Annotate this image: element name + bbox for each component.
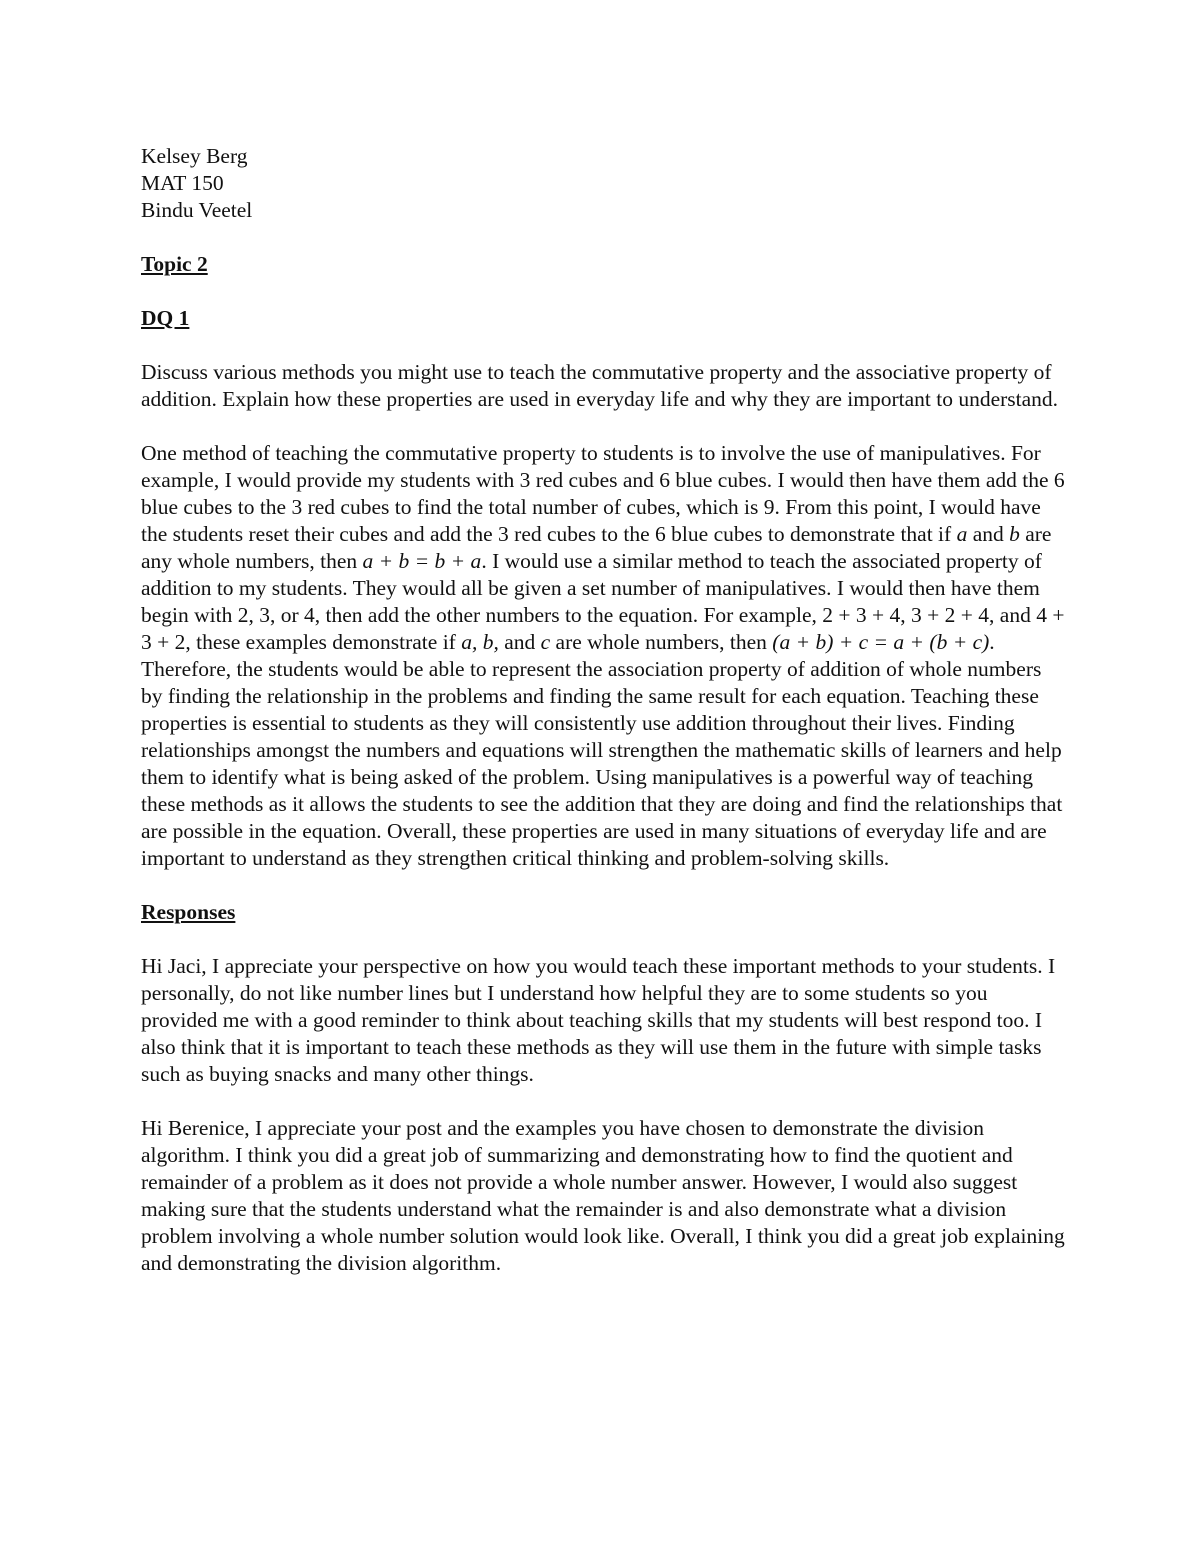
associative-expression: (a + b) + c = a + (b + c) bbox=[772, 630, 990, 654]
response-paragraph: Hi Berenice, I appreciate your post and the examples you have chosen to demonstrate the division algorithm. I think you did a great job of summarizing and demonstrating how to find the quotient and remainder of a problem as it does not provide a whole number answer. However, I would also suggest making sure that the students understand what the remainder is and also demonstrate what a division problem involving a whole number solution would look like. Overall, I think you did a great job explaining and demonstrating the division algorithm. bbox=[141, 1116, 1065, 1275]
topic-heading: Topic 2 bbox=[141, 252, 208, 276]
answer-paragraph bbox=[141, 440, 1066, 872]
course-code: MAT 150 bbox=[141, 171, 224, 195]
instructor-name: Bindu Veetel bbox=[141, 198, 253, 222]
response-paragraph: Hi Jaci, I appreciate your perspective on how you would teach these important methods to your students. I personally, do not like number lines but I understand how helpful they are to some students so you provided me with a good reminder to think about teaching skills that my students will best respond too. I also think that it is important to teach these methods as they will use them in the future with simple tasks such as buying snacks and many other things. bbox=[141, 954, 1056, 1086]
math-vars-abc: a, b, bbox=[461, 630, 499, 654]
math-var-b: b bbox=[1009, 522, 1020, 546]
answer-text-4: are whole numbers, then bbox=[550, 630, 773, 654]
commutative-expression: a + b = b + a bbox=[362, 549, 482, 573]
answer-text-and: and bbox=[967, 522, 1010, 546]
answer-text-and-c: and bbox=[498, 630, 541, 654]
answer-text-3: . I would use a similar method to teach the associated property of addition to my students. They would all be given a set number of manipulatives. I would then have them begin with 2, 3, or 4, then add the other numbers to the equation. For example, 2 + 3 + 4, 3 + 2 + 4, and 4 + 3 + 2, these examples demonstrate if bbox=[141, 549, 1065, 654]
question-paragraph: Discuss various methods you might use to teach the commutative property and the associative property of addition. Explain how these properties are used in everyday life and why they are important to understand. bbox=[141, 360, 1059, 411]
responses-heading: Responses bbox=[141, 900, 236, 924]
answer-text-1: One method of teaching the commutative property to students is to involve the use of manipulatives. For example, I would provide my students with 3 red cubes and 6 blue cubes. I would then have them add the 6 blue cubes to the 3 red cubes to find the total number of cubes, which is 9. From this point, I would have the students reset their cubes and add the 3 red cubes to the 6 blue cubes to demonstrate that if bbox=[141, 441, 1065, 546]
header-block bbox=[141, 143, 1066, 224]
dq-heading: DQ 1 bbox=[141, 306, 190, 330]
student-name: Kelsey Berg bbox=[141, 144, 248, 168]
math-var-a: a bbox=[956, 522, 968, 546]
answer-text-2: are any whole numbers, then bbox=[141, 522, 1052, 573]
math-var-c: c bbox=[540, 630, 551, 654]
answer-text-5: . Therefore, the students would be able to represent the association property of addition of whole numbers by finding the relationship in the problems and finding the same result for each equation. Teaching these properties is essential to students as they will consistently use addition throughout their lives. Finding relationships amongst the numbers and equations will strengthen the mathematic skills of learners and help them to identify what is being asked of the problem. Using manipulatives is a powerful way of teaching these methods as it allows the students to see the addition that they are doing and find the relationships that are possible in the equation. Overall, these properties are used in many situations of everyday life and are important to understand as they strengthen critical thinking and problem-solving skills. bbox=[141, 630, 1063, 870]
document-body bbox=[141, 143, 1066, 1277]
